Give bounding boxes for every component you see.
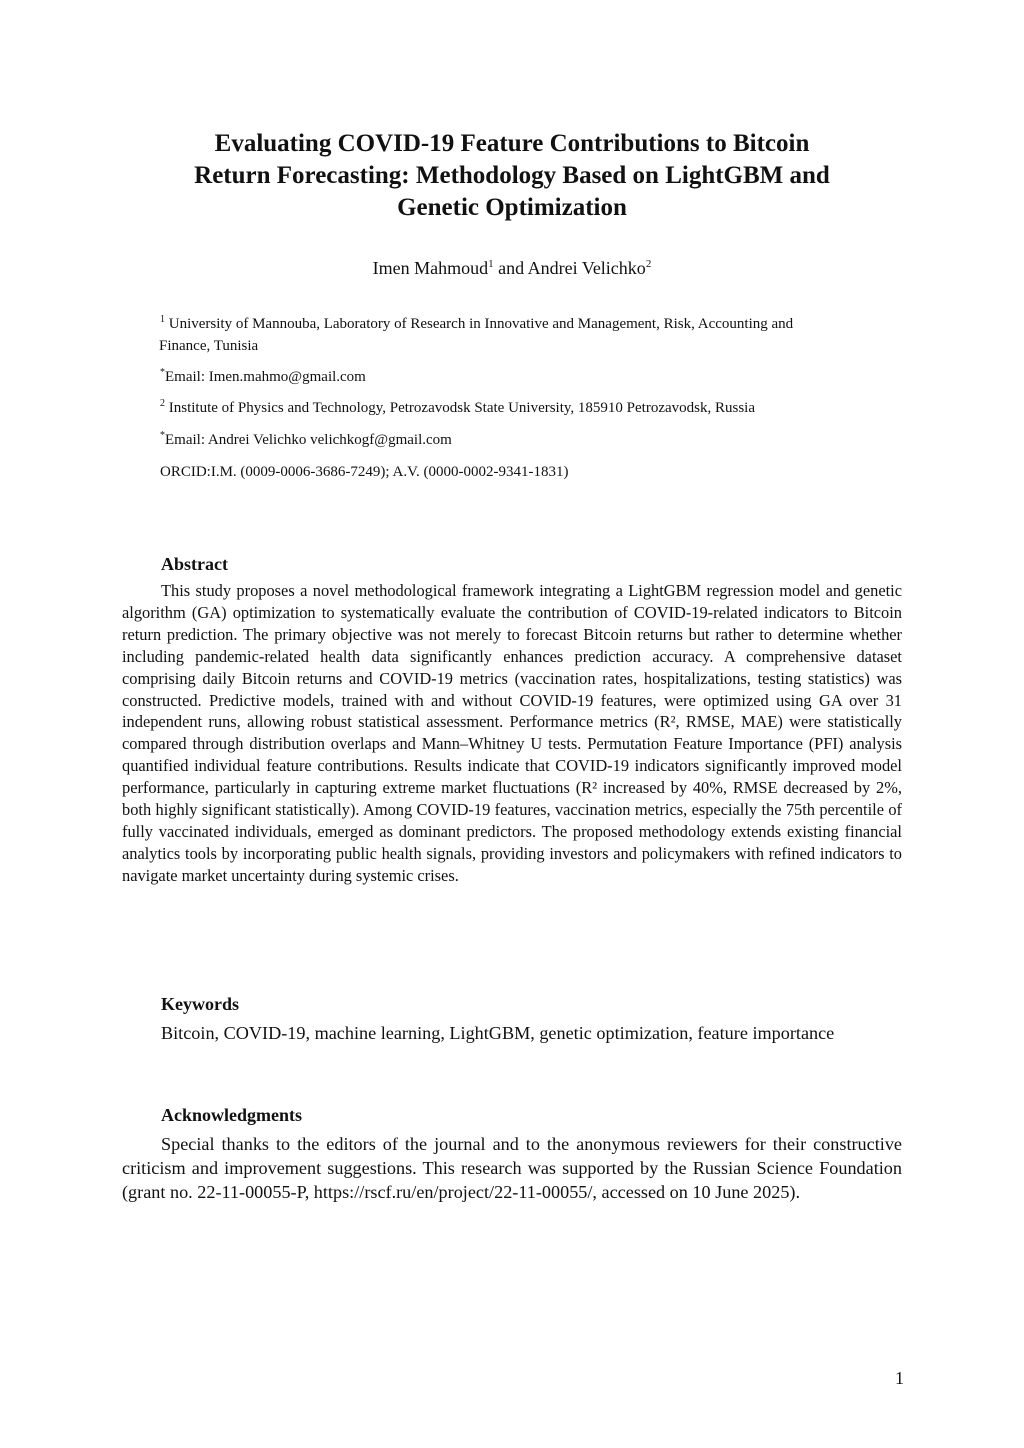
- author-conjunction: and: [493, 258, 528, 278]
- author-list: [120, 256, 904, 280]
- corresponding-marker: *: [160, 430, 165, 441]
- email-text: Email: Andrei Velichko velichkogf@gmail.com: [165, 432, 452, 448]
- affiliation-text-continued: Finance, Tunisia: [159, 338, 259, 354]
- affiliation-text: University of Mannouba, Laboratory of Research in Innovative and Management, Risk, Accounting and: [165, 316, 794, 332]
- keywords-body: Bitcoin, COVID-19, machine learning, LightGBM, genetic optimization, feature importance: [161, 1023, 835, 1043]
- author-name: Imen Mahmoud: [372, 258, 489, 278]
- email-text: Email: Imen.mahmo@gmail.com: [165, 369, 366, 385]
- author-affiliation-marker: 1: [488, 258, 494, 270]
- orcid-line: ORCID:I.M. (0009-0006-3686-7249); A.V. (0000-0002-9341-1831): [160, 464, 569, 480]
- corresponding-marker: *: [160, 367, 165, 378]
- affiliation-marker: 1: [160, 314, 165, 325]
- abstract-body: This study proposes a novel methodological framework integrating a LightGBM regression model and genetic algorithm (GA) optimization to systematically evaluate the contribution of COVID-19-related indicators to Bitcoin return prediction. The primary objective was not merely to forecast Bitcoin returns but rather to determine whether including pandemic-related health data significantly enhances prediction accuracy. A comprehensive dataset comprising daily Bitcoin returns and COVID-19 metrics (vaccination rates, hospitalizations, testing statistics) was constructed. Predictive models, trained with and without COVID-19 features, were optimized using GA over 31 independent runs, allowing robust statistical assessment. Performance metrics (R², RMSE, MAE) were statistically compared through distribution overlaps and Mann–Whitney U tests. Permutation Feature Importance (PFI) analysis quantified individual feature contributions. Results indicate that COVID-19 indicators significantly improved model performance, particularly in capturing extreme market fluctuations (R² increased by 40%, RMSE decreased by 2%, both highly significant statistically). Among COVID-19 features, vaccination metrics, especially the 75th percentile of fully vaccinated individuals, emerged as dominant predictors. The proposed methodology extends existing financial analytics tools by incorporating public health signals, providing investors and policymakers with refined indicators to navigate market uncertainty during systemic crises.: [122, 581, 902, 885]
- acknowledgments-heading: Acknowledgments: [161, 1105, 303, 1125]
- abstract-heading: Abstract: [161, 554, 228, 574]
- acknowledgments-body: Special thanks to the editors of the journal and to the anonymous reviewers for their constructive criticism and improvement suggestions. This research was supported by the Russian Science Foundation (grant no. 22-11-00055-P, https://rscf.ru/en/project/22-11-00055/, accessed on 10 June 2025).: [122, 1134, 902, 1202]
- affiliation-text: Institute of Physics and Technology, Petrozavodsk State University, 185910 Petrozavodsk, Russia: [165, 400, 755, 416]
- email-2: [160, 429, 904, 451]
- title-line: Return Forecasting: Methodology Based on LightGBM and: [194, 162, 830, 189]
- title-line: Genetic Optimization: [397, 194, 627, 221]
- email-1: [160, 366, 904, 388]
- affiliation-1: [160, 313, 904, 357]
- author-name: Andrei Velichko: [527, 258, 646, 278]
- affiliation-marker: 2: [160, 398, 165, 409]
- title-line: Evaluating COVID-19 Feature Contributions to Bitcoin: [214, 130, 810, 157]
- paper-title: [120, 128, 904, 224]
- author-affiliation-marker: 2: [645, 258, 652, 270]
- keywords-heading: Keywords: [161, 994, 239, 1014]
- affiliation-2: [160, 397, 904, 419]
- page-number: 1: [895, 1368, 904, 1388]
